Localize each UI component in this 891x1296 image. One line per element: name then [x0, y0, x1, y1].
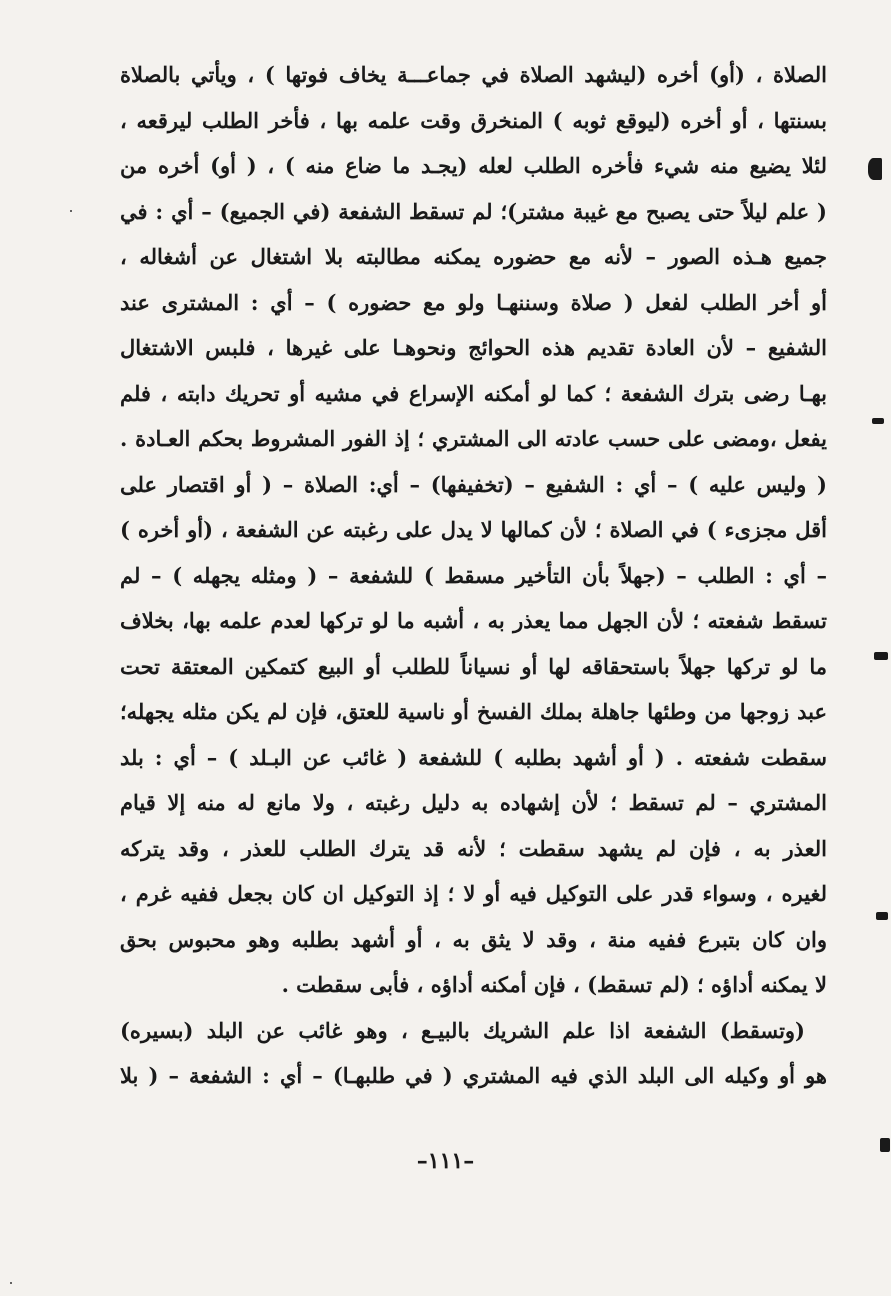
text-line: عبد زوجها من وطئها جاهلة بملك الفسخ أو ناسية للعتق، فإن لم يكن مثله يجهله؛ — [120, 699, 827, 724]
text-line: بسنتها ، أو أخره (ليوقع ثوبه ) المنخرق وقت علمه بها ، فأخر الطلب ليرقعه ، — [120, 107, 827, 133]
text-line: أقل مجزىء ) في الصلاة ؛ لأن كمالها لا يدل على رغبته عن الشفعة ، (أو أخره ) — [120, 517, 827, 542]
text-line: لا يمكنه أداؤه ؛ (لم تسقط) ، فإن أمكنه أداؤه ، فأبى سقطت . — [281, 972, 827, 997]
text-line: ( وليس عليه ) – أي : الشفيع – (تخفيفها) – أي: الصلاة – ( أو اقتصار على — [120, 471, 827, 497]
text-line: يفعل ،ومضى على حسب عادته الى المشتري ؛ إذ الفور المشروط بحكم العـادة . — [120, 426, 827, 451]
text-line: لئلا يضيع منه شيء فأخره الطلب لعله (يجـد ما ضاع منه ) ، ( أو) أخره من — [120, 153, 827, 178]
margin-ink-mark — [874, 652, 888, 660]
text-line: هو أو وكيله الى البلد الذي فيه المشتري ( في طلبهـا) – أي : الشفعة – ( بلا — [120, 1063, 827, 1088]
margin-ink-mark — [868, 158, 882, 180]
body-text — [120, 52, 827, 1099]
text-line: ما لو تركها جهلاً باستحقاقه لها أو نسياناً للطلب أو البيع كتمكين المعتقة تحت — [120, 653, 827, 679]
text-line: ( علم ليلاً حتى يصبح مع غيبة مشتر)؛ لم تسقط الشفعة (في الجميع) – أي : في — [120, 198, 827, 224]
text-line: تسقط شفعته ؛ لأن الجهل مما يعذر به ، أشبه ما لو تركها لعدم علمه بها، بخلاف — [120, 608, 827, 633]
margin-ink-mark — [880, 1138, 890, 1152]
text-line: الشفيع – لأن العادة تقديم هذه الحوائج ونحوهـا على غيرها ، فلبس الاشتغال — [120, 335, 827, 360]
text-line: أو أخر الطلب لفعل ( صلاة وسننهـا ولو مع حضوره ) – أي : المشترى عند — [120, 289, 827, 315]
scan-speck — [70, 210, 72, 212]
text-line: لغيره ، وسواء قدر على التوكيل فيه أو لا ؛ إذ التوكيل ان كان بجعل ففيه غرم ، — [120, 881, 827, 906]
text-line: المشتري – لم تسقط ؛ لأن إشهاده به دليل رغبته ، ولا مانع له منه إلا قيام — [120, 790, 827, 815]
margin-ink-mark — [876, 912, 888, 920]
text-line: بهـا رضى بترك الشفعة ؛ كما لو أمكنه الإسراع في مشيه أو تحريك دابته ، فلم — [120, 380, 827, 406]
text-line: (وتسقط) الشفعة اذا علم الشريك بالبيـع ، وهو غائب عن البلد (بسيره) — [120, 1017, 805, 1043]
text-line: العذر به ، فإن لم يشهد سقطت ؛ لأنه قد يترك الطلب للعذر ، وقد يتركه — [120, 835, 827, 861]
text-line: الصلاة ، (أو) أخره (ليشهد الصلاة في جماعـــة يخاف فوتها ) ، ويأتي بالصلاة — [120, 62, 827, 87]
margin-ink-mark — [872, 418, 884, 424]
text-line: جميع هـذه الصور – لأنه مع حضوره يمكنه مطالبته بلا اشتغال عن أشغاله ، — [120, 244, 827, 269]
text-line: سقطت شفعته . ( أو أشهد بطلبه ) للشفعة ( غائب عن البـلد ) – أي : بلد — [120, 744, 827, 770]
text-line: وان كان بتبرع ففيه منة ، وقد لا يثق به ، أو أشهد بطلبه وهو محبوس بحق — [120, 926, 827, 952]
text-line: – أي : الطلب – (جهلاً بأن التأخير مسقط ) للشفعة – ( ومثله يجهله ) – لم — [120, 562, 827, 588]
scan-speck — [10, 1282, 12, 1284]
page-number: –١١١– — [416, 1148, 475, 1174]
